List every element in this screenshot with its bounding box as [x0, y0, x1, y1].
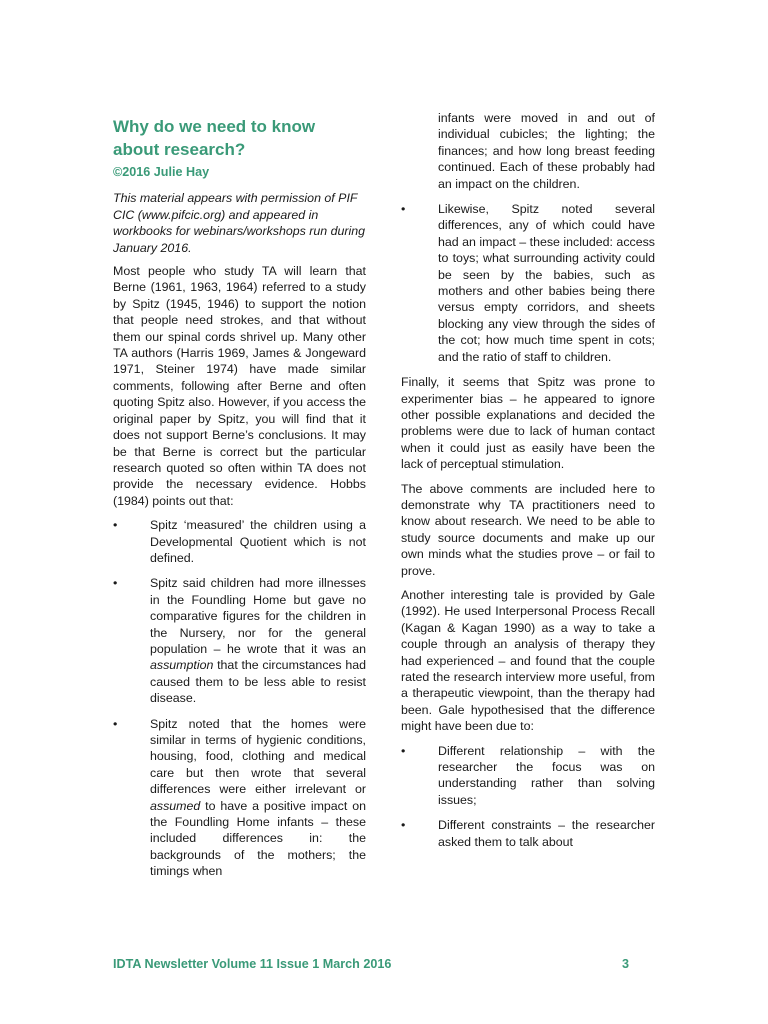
bullet-text: that the circumstances had caused them to be less able to resist disease.: [150, 658, 366, 706]
emphasis: assumed: [150, 798, 201, 813]
right-column: [401, 110, 655, 859]
article-title: Why do we need to know about research?: [113, 117, 316, 159]
bullet-text: to have a positive impact on the Foundling Home infants – these included differences in: the backgrounds of the mothers; the timings when: [150, 798, 366, 879]
list-item: • Different relationship – with the researcher the focus was on understanding rather than solving issues;: [401, 743, 655, 809]
bullet-continuation: infants were moved in and out of individual cubicles; the lighting; the finances; and how long breast feeding continued. Each of these probably had an impact on the children.: [438, 111, 655, 191]
list-item: • Likewise, Spitz noted several differences, any of which could have had an impact – these included: access to toys; what surrounding activity could be seen by the babies, such as mothers and other babies being there versus empty corridors, and sheets blocking any view through the sides of the cot; how much time spent in cots; and the ratio of staff to children.: [401, 201, 655, 365]
left-column: [113, 110, 366, 889]
footer-publication: IDTA Newsletter Volume 11 Issue 1 March 2016: [113, 957, 392, 971]
list-item: • Spitz ‘measured’ the children using a Developmental Quotient which is not defined.: [113, 517, 366, 566]
bullet-text: Spitz said children had more illnesses in the Foundling Home but gave no comparative figures for the children in the Nursery, nor for the general population – he wrote that it was an: [150, 576, 366, 656]
emphasis: assumption: [150, 658, 214, 673]
byline: ©2016 Julie Hay: [113, 165, 210, 179]
hobbs-points-list: [113, 517, 366, 880]
list-item: [113, 716, 366, 880]
list-item: • Different constraints – the researcher asked them to talk about: [401, 817, 655, 850]
page-number: 3: [621, 957, 629, 971]
intro-note: This material appears with permission of PIF CIC (www.pifcic.org) and appeared in workbooks for webinars/workshops run during January 2016.: [113, 191, 366, 255]
gale-reasons-list: [401, 743, 655, 850]
bullet-text: Spitz noted that the homes were similar in terms of hygienic conditions, housing, food, clothing and medical care but then wrote that several differences were either irrelevant or: [150, 716, 366, 797]
spitz-differences-list: [401, 201, 655, 365]
paragraph-4: Another interesting tale is provided by Gale (1992). He used Interpersonal Process Recall (Kagan & Kagan 1990) as a way to take a couple through an analysis of therapy they had experienced – and found that the couple rated the research interview more useful, from a therapeutic viewpoint, than the therapy had been. Gale hypothesised that the difference might have been due to:: [401, 587, 655, 734]
page-footer: [113, 957, 629, 971]
paragraph-3: The above comments are included here to demonstrate why TA practitioners need to know about research. We need to be able to study source documents and make up our own minds what the studies prove – or fail to prove.: [401, 481, 655, 578]
paragraph-1: Most people who study TA will learn that Berne (1961, 1963, 1964) referred to a study by Spitz (1945, 1946) to support the notion that people need strokes, and that without them our spinal cords shrivel up. Many other TA authors (Harris 1969, James & Jongeward 1971, Steiner 1974) have made similar comments, following after Berne and often quoting Spitz also. However, if you access the original paper by Spitz, you will find that it does not support Berne’s conclusions. It may be that Berne is correct but the particular research quoted so often within TA does not provide the necessary evidence. Hobbs (1984) points out that:: [113, 264, 366, 508]
paragraph-2: Finally, it seems that Spitz was prone to experimenter bias – he appeared to ignore other possible explanations and decided the problems were due to lack of human contact when it could just as easily have been the lack of perceptual stimulation.: [401, 375, 655, 472]
list-item: [113, 575, 366, 706]
